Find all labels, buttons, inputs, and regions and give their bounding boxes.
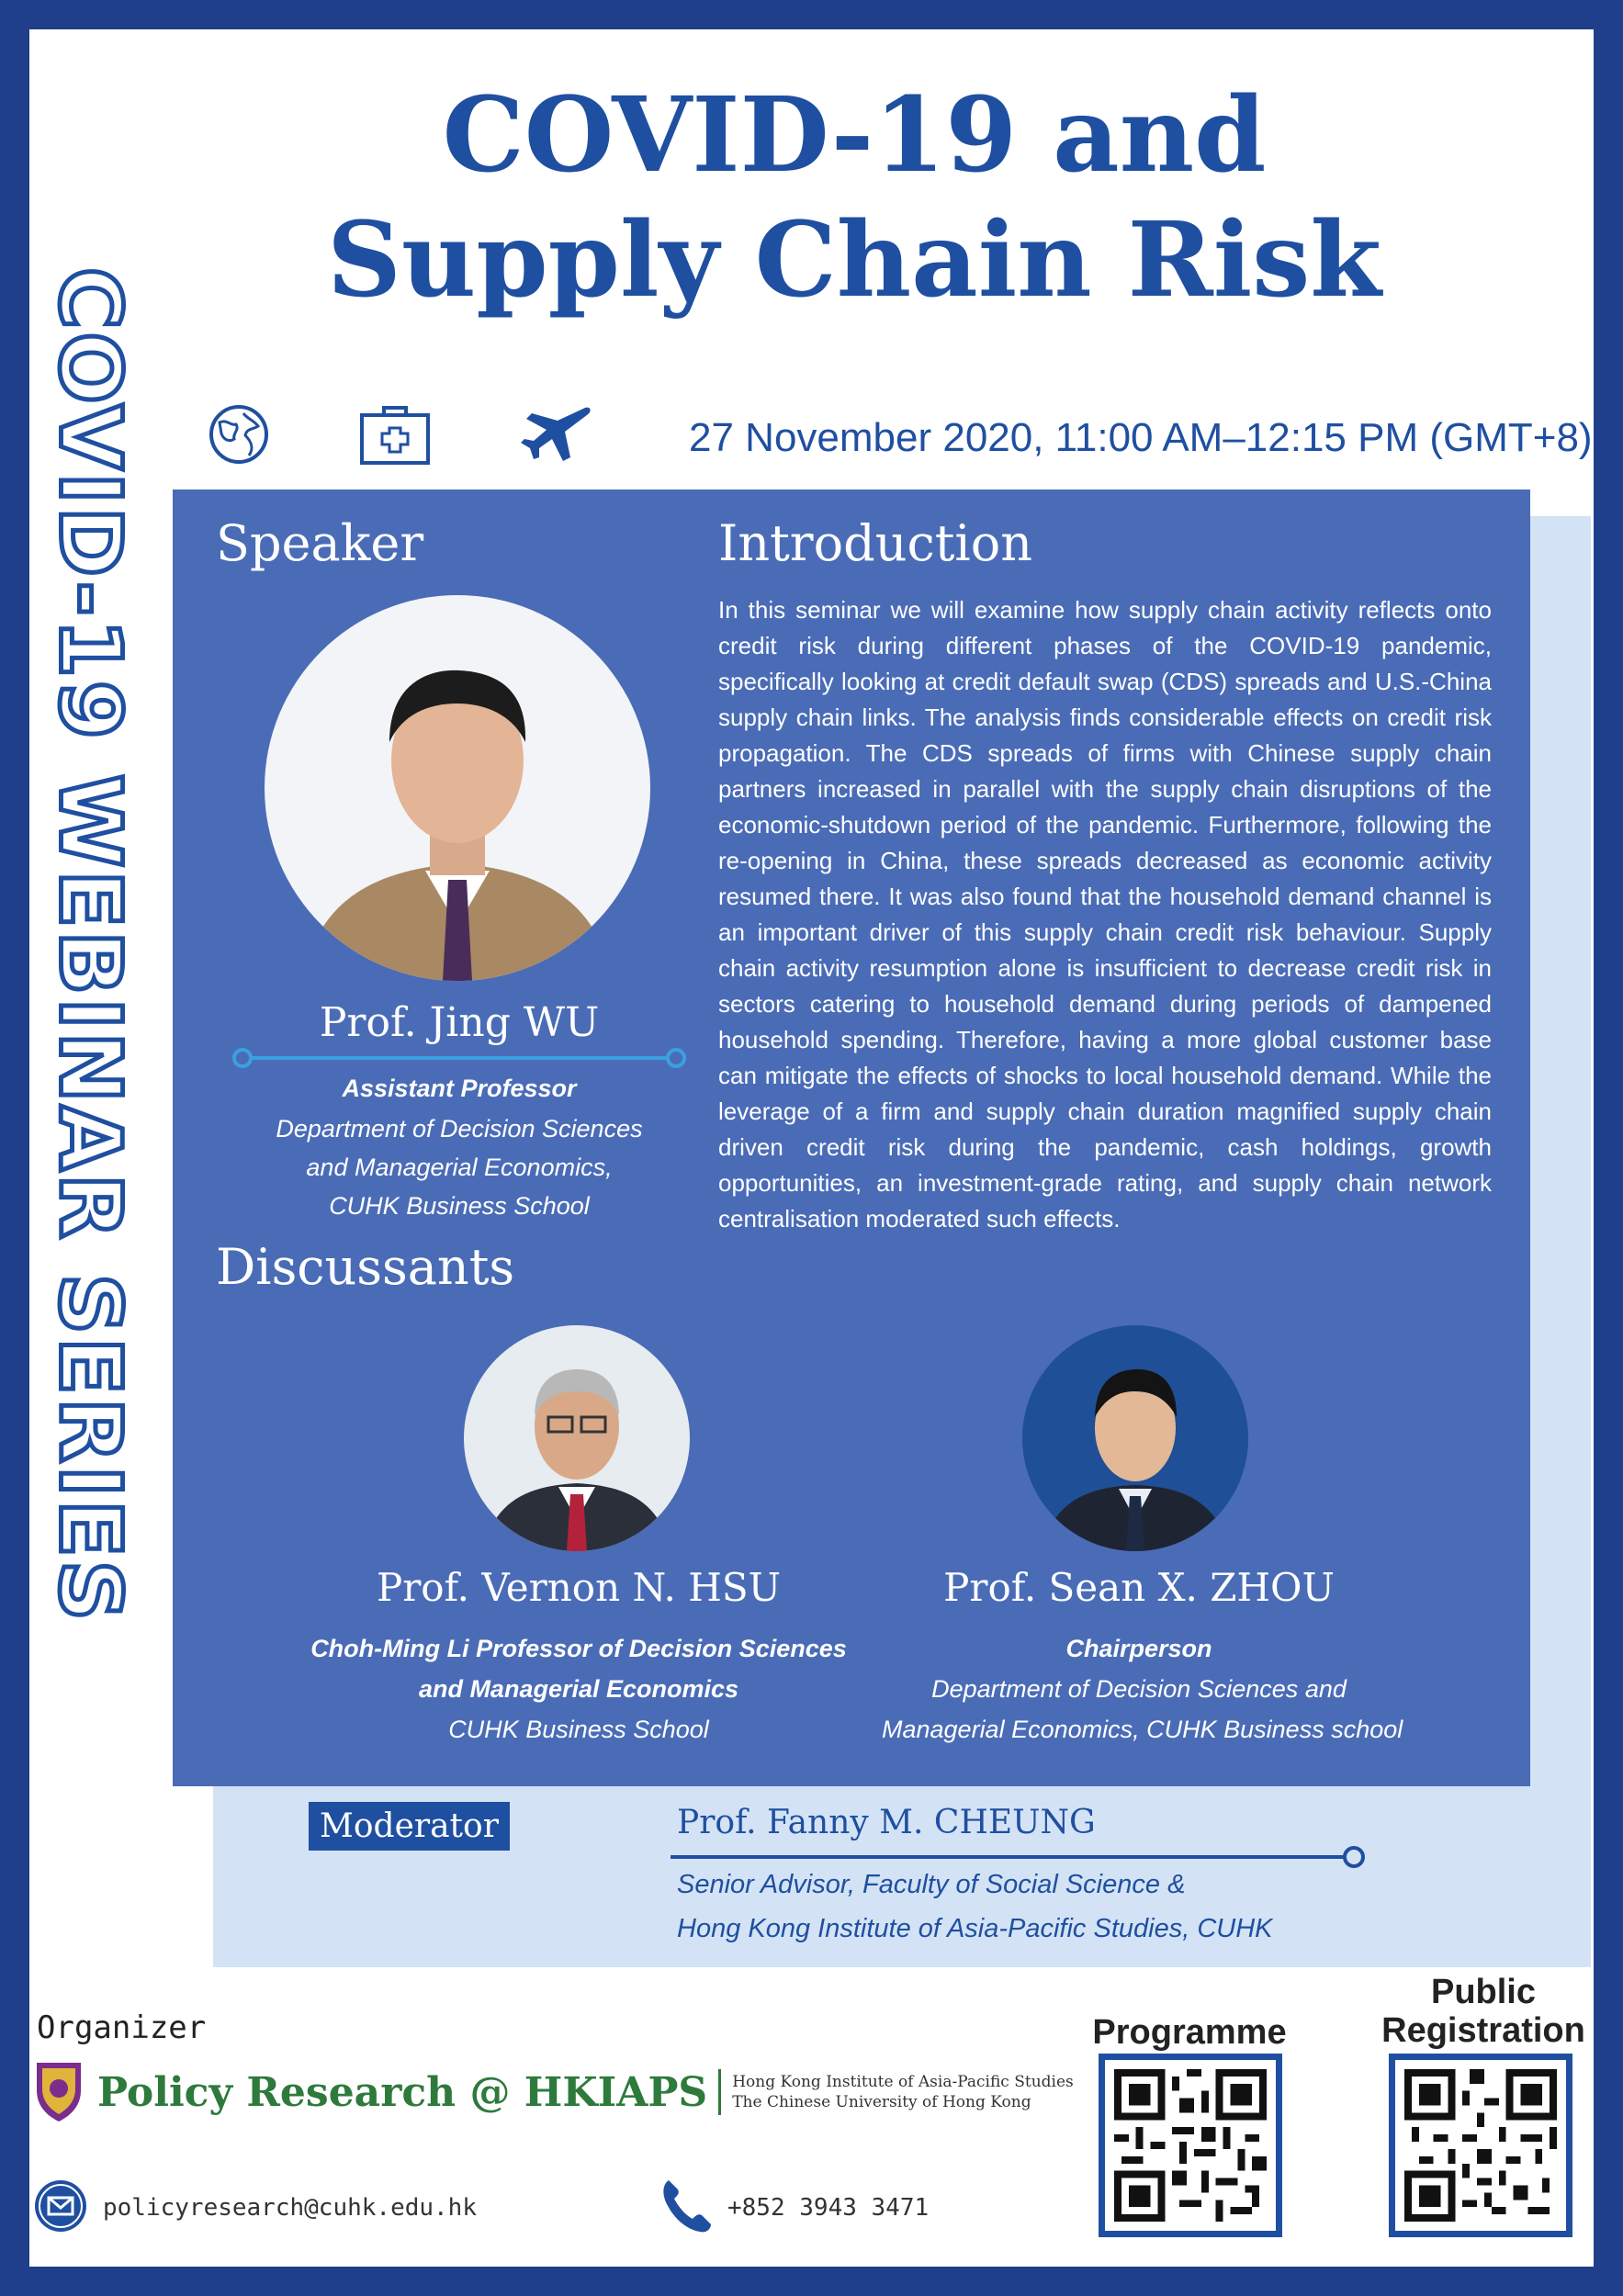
email-contact[interactable] bbox=[33, 2178, 477, 2237]
speaker-dept-line1: Department of Decision Sciences bbox=[276, 1115, 643, 1142]
speaker-title: Assistant Professor bbox=[342, 1075, 577, 1102]
discussant-1-title-line1: Choh-Ming Li Professor of Decision Sciences bbox=[310, 1635, 847, 1662]
moderator-divider bbox=[671, 1844, 1374, 1870]
discussants-heading: Discussants bbox=[216, 1238, 515, 1296]
organizer-label: Organizer bbox=[37, 2009, 207, 2046]
qr-programme-code[interactable] bbox=[1099, 2054, 1282, 2237]
speaker-dept-line3: CUHK Business School bbox=[329, 1192, 590, 1220]
discussant-2-affiliation-line2: Managerial Economics, CUHK Business school bbox=[882, 1716, 1403, 1743]
moderator-role-line2: Hong Kong Institute of Asia-Pacific Studies, CUHK bbox=[677, 1914, 1273, 1943]
qr-registration-code[interactable] bbox=[1389, 2054, 1572, 2237]
introduction-text: In this seminar we will examine how supply chain activity reflects onto credit risk during different phases of the COVID-19 pandemic, specifically looking at credit default swap (CDS) spreads and U.S.-China supply chain links. The analysis finds considerable effects on credit risk propagation. The CDS spreads of firms with Chinese supply chain partners increased in parallel with the supply chain disruptions of the economic-shutdown period of the pandemic. Furthermore, following the re-opening in China, these spreads decreased as economic activity resumed there. It was also found that the household demand channel is an important driver of this supply chain credit risk behaviour. Supply chain activity resumption alone is insufficient to decrease credit risk in sectors catering to household demand during periods of dampened household spending. Therefore, having a more global customer base can mitigate the effects of shocks to local household demand. While the leverage of a firm and supply chain duration magnified supply chain driven credit risk during the pandemic, cash holdings, growth opportunities, an investment-grade rating, and supply chain network centralisation moderated such effects. bbox=[718, 596, 1492, 1232]
airplane-icon bbox=[519, 402, 592, 467]
organizer-subtitle bbox=[732, 2072, 1074, 2112]
qr-registration-title bbox=[1359, 1973, 1607, 2050]
discussant-1-affiliation: CUHK Business School bbox=[448, 1716, 709, 1743]
discussant-2-name: Prof. Sean X. ZHOU bbox=[943, 1565, 1335, 1610]
icons-row bbox=[207, 402, 592, 467]
discussant-1-photo bbox=[464, 1325, 690, 1551]
discussant-2-title: Chairperson bbox=[1065, 1635, 1212, 1662]
phone-icon bbox=[659, 2177, 713, 2239]
medical-kit-icon bbox=[358, 402, 432, 467]
email-icon bbox=[33, 2178, 88, 2237]
discussant-2-photo bbox=[1022, 1325, 1248, 1551]
speaker-name: Prof. Jing WU bbox=[319, 999, 600, 1046]
series-title: COVID-19 WEBINAR SERIES bbox=[40, 267, 140, 1625]
speaker-divider bbox=[230, 1047, 689, 1069]
globe-icon bbox=[207, 402, 271, 467]
speaker-photo bbox=[265, 595, 650, 981]
organizer-logo bbox=[33, 2057, 1074, 2127]
event-title-line1: COVID-19 and bbox=[442, 75, 1267, 196]
email-address[interactable]: policyresearch@cuhk.edu.hk bbox=[103, 2194, 477, 2222]
discussant-1-name: Prof. Vernon N. HSU bbox=[376, 1565, 782, 1610]
cuhk-crest-icon bbox=[33, 2057, 85, 2127]
event-title-line2: Supply Chain Risk bbox=[327, 200, 1381, 321]
event-date: 27 November 2020, 11:00 AM–12:15 PM (GMT+8) bbox=[689, 415, 1593, 460]
organizer-sub-line2: The Chinese University of Hong Kong bbox=[732, 2093, 1031, 2111]
phone-contact[interactable] bbox=[659, 2177, 929, 2239]
moderator-label: Moderator bbox=[309, 1802, 510, 1851]
moderator-role-line1: Senior Advisor, Faculty of Social Science & bbox=[677, 1870, 1186, 1899]
phone-number[interactable]: +852 3943 3471 bbox=[727, 2194, 930, 2222]
introduction-heading: Introduction bbox=[718, 514, 1032, 572]
qr-registration-title-line1: Public bbox=[1430, 1973, 1537, 2011]
discussant-2-affiliation-line1: Department of Decision Sciences and bbox=[931, 1675, 1347, 1703]
event-title bbox=[211, 73, 1497, 323]
moderator-name: Prof. Fanny M. CHEUNG bbox=[677, 1804, 1096, 1841]
qr-registration-title-line2: Registration bbox=[1381, 2011, 1585, 2050]
speaker-heading: Speaker bbox=[216, 514, 424, 572]
organizer-separator bbox=[718, 2069, 721, 2115]
speaker-dept-line2: and Managerial Economics, bbox=[306, 1154, 613, 1181]
organizer-sub-line1: Hong Kong Institute of Asia-Pacific Studies bbox=[732, 2073, 1074, 2091]
qr-programme-title: Programme bbox=[1092, 2013, 1287, 2052]
discussant-1-title-line2: and Managerial Economics bbox=[418, 1675, 739, 1703]
organizer-name: Policy Research @ HKIAPS bbox=[97, 2068, 708, 2116]
